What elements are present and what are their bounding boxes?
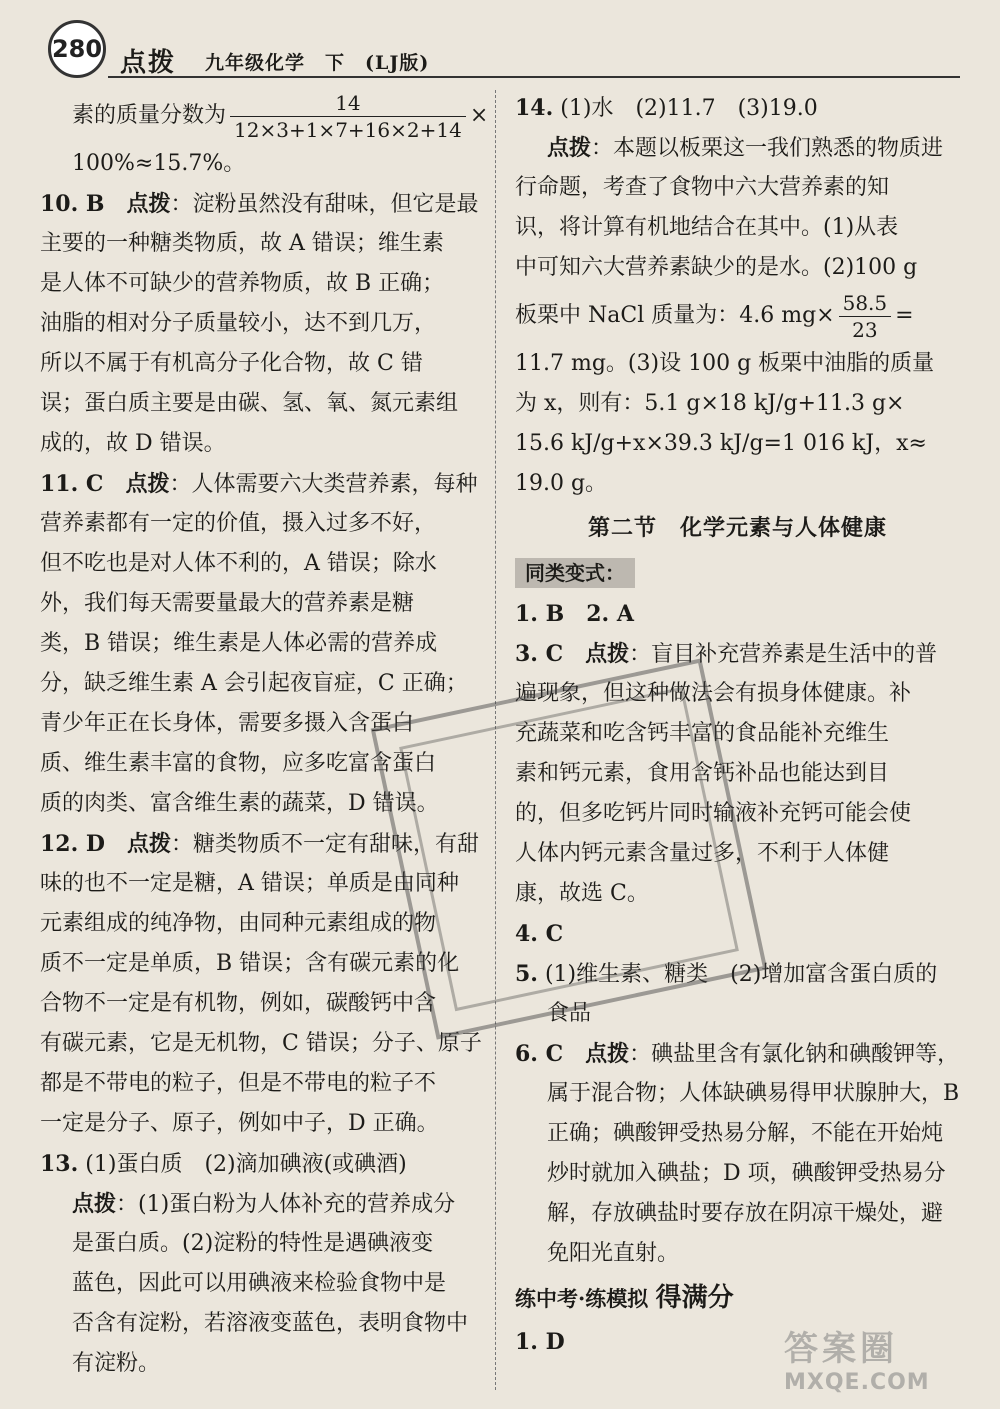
fraction-denominator: 23	[852, 317, 878, 342]
answer-line: 都是不带电的粒子，但是不带电的粒子不	[40, 1071, 437, 1096]
text: ：(1)蛋白粉为人体补充的营养成分	[116, 1192, 456, 1217]
question-12	[40, 824, 480, 864]
text: ×	[469, 103, 489, 128]
text: ：碘盐里含有氯化钠和碘酸钾等，	[629, 1042, 960, 1067]
question-label: 6. C 点拨	[515, 1041, 630, 1067]
book-brand: 点拨	[120, 48, 177, 78]
text: 素的质量分数为	[72, 103, 227, 128]
answer-line: 合物不一定是有机物，例如，碳酸钙中含	[40, 991, 437, 1016]
site-watermark	[784, 1321, 974, 1395]
question-5	[515, 954, 960, 994]
fraction	[230, 90, 466, 143]
answer-line: 行命题，考查了食物中六大营养素的知	[515, 175, 890, 200]
column-divider	[495, 90, 496, 1390]
text: 板栗中 NaCl 质量为：4.6 mg×	[515, 303, 835, 328]
question-3	[515, 634, 960, 674]
fraction-numerator: 58.5	[839, 290, 892, 317]
question-10	[40, 184, 479, 224]
practice-heading	[515, 1274, 960, 1322]
answer-line	[515, 128, 960, 168]
watermark-line2: MXQE.COM	[784, 1370, 930, 1395]
answer-line: 4. C	[515, 921, 564, 947]
answer-line: 油脂的相对分子质量较小，达不到几万，	[40, 311, 437, 336]
answer-line	[40, 88, 489, 144]
answer-line: 免阳光直射。	[547, 1241, 680, 1266]
answer-line: 康，故选 C。	[515, 881, 649, 906]
answer-line: 质不一定是单质，B 错误；含有碳元素的化	[40, 951, 460, 976]
answer-line: 质、维生素丰富的食物，应多吃富含蛋白	[40, 751, 437, 776]
text: (1)水 (2)11.7 (3)19.0	[553, 96, 818, 121]
text: ：人体需要六大类营养素，每种	[169, 472, 478, 497]
practice-label: 练中考·练模拟	[515, 1286, 649, 1311]
answer-line: 主要的一种糖类物质，故 A 错误；维生素	[40, 231, 444, 256]
answer-line: 100%≈15.7%。	[72, 151, 246, 176]
answer-line: 青少年正在长身体，需要多摄入含蛋白	[40, 711, 415, 736]
answer-line: 是人体不可缺少的营养物质，故 B 正确；	[40, 271, 445, 296]
answer-line: 的，但多吃钙片同时输液补充钙可能会使	[515, 801, 912, 826]
answer-line: 营养素都有一定的价值，摄入过多不好，	[40, 511, 437, 536]
answer-line: 有淀粉。	[72, 1351, 161, 1376]
answer-line: 食品	[547, 1001, 592, 1026]
answer-line: 19.0 g。	[515, 471, 608, 496]
answer-line: 类，B 错误；维生素是人体必需的营养成	[40, 631, 438, 656]
answer-line: 分，缺乏维生素 A 会引起夜盲症，C 正确；	[40, 671, 468, 696]
text: (1)蛋白质 (2)滴加碘液(或碘酒)	[78, 1152, 407, 1177]
text: ：本题以板栗这一我们熟悉的物质进	[591, 136, 944, 161]
practice-big-label: 得满分	[655, 1283, 734, 1313]
answer-line: 成的，故 D 错误。	[40, 431, 226, 456]
answer-line: 属于混合物；人体缺碘易得甲状腺肿大，B	[547, 1081, 960, 1106]
answer-line: 中可知六大营养素缺少的是水。(2)100 g	[515, 255, 918, 280]
answer-line: 但不吃也是对人体不利的，A 错误；除水	[40, 551, 437, 576]
answer-line: 外，我们每天需要量最大的营养素是糖	[40, 591, 415, 616]
question-13	[40, 1144, 470, 1184]
left-column	[40, 88, 489, 1384]
fraction-numerator: 14	[230, 90, 466, 117]
answer-line: 一定是分子、原子，例如中子，D 正确。	[40, 1111, 439, 1136]
answer-line: 为 x，则有：5.1 g×18 kJ/g+11.3 g×	[515, 391, 905, 416]
answer-line: 有碳元素，它是无机物，C 错误；分子、原子	[40, 1031, 482, 1056]
question-label: 14.	[515, 95, 554, 121]
book-subtitle: 九年级化学 下 (LJ版)	[205, 52, 430, 74]
question-label: 10. B 点拨	[40, 191, 171, 217]
text: ：糖类物质不一定有甜味，有甜	[171, 832, 480, 857]
answer-line: 质的肉类、富含维生素的蔬菜，D 错误。	[40, 791, 439, 816]
header-rule	[108, 76, 960, 78]
answer-line	[40, 1184, 470, 1224]
fraction	[839, 290, 892, 343]
answer-line: 11.7 mg。(3)设 100 g 板栗中油脂的质量	[515, 351, 935, 376]
answer-line: 遍现象，但这种做法会有损身体健康。补	[515, 681, 912, 706]
question-label: 12. D 点拨	[40, 831, 172, 857]
answer-line: 所以不属于有机高分子化合物，故 C 错	[40, 351, 423, 376]
question-label: 11. C 点拨	[40, 471, 170, 497]
page-header	[40, 14, 960, 78]
question-11	[40, 464, 478, 504]
tag-row	[515, 552, 960, 594]
question-label: 13.	[40, 1151, 79, 1177]
answer-line: 味的也不一定是糖，A 错误；单质是由同种	[40, 871, 459, 896]
question-6	[515, 1034, 960, 1074]
answer-line: 充蔬菜和吃含钙丰富的食品能补充维生	[515, 721, 890, 746]
answer-line: 误；蛋白质主要是由碳、氢、氧、氮元素组	[40, 391, 459, 416]
page-number: 280	[48, 20, 106, 78]
watermark-line1: 答案圈	[784, 1329, 898, 1369]
answer-line: 素和钙元素，食用含钙补品也能达到目	[515, 761, 890, 786]
text: =	[895, 303, 914, 328]
answer-line: 15.6 kJ/g+x×39.3 kJ/g=1 016 kJ，x≈	[515, 431, 927, 456]
text: (1)维生素、糖类 (2)增加富含蛋白质的	[537, 962, 938, 987]
section-tag: 同类变式：	[515, 558, 635, 588]
answer-line: 1. B 2. A	[515, 601, 634, 627]
answer-line: 识，将计算有机地结合在其中。(1)从表	[515, 215, 899, 240]
tip-label: 点拨	[72, 1191, 117, 1217]
text: ：淀粉虽然没有甜味，但它是最	[170, 192, 479, 217]
answer-line	[515, 288, 960, 344]
answer-line: 是蛋白质。(2)淀粉的特性是遇碘液变	[72, 1231, 434, 1256]
answer-line: 否含有淀粉，若溶液变蓝色，表明食物中	[72, 1311, 469, 1336]
question-label: 5.	[515, 961, 538, 987]
answer-line: 1. D	[515, 1329, 565, 1355]
answer-line: 蓝色，因此可以用碘液来检验食物中是	[72, 1271, 447, 1296]
text: ：盲目补充营养素是生活中的普	[629, 642, 938, 667]
answer-line: 解，存放碘盐时要存放在阴凉干燥处，避	[547, 1201, 944, 1226]
answer-line: 元素组成的纯净物，由同种元素组成的物	[40, 911, 437, 936]
right-column	[515, 88, 960, 1362]
answer-line: 炒时就加入碘盐；D 项，碘酸钾受热易分	[547, 1161, 946, 1186]
tip-label: 点拨	[547, 135, 592, 161]
answer-line: 正确；碘酸钾受热易分解，不能在开始炖	[547, 1121, 944, 1146]
question-14	[515, 88, 960, 128]
fraction-denominator: 12×3+1×7+16×2+14	[234, 117, 462, 142]
section-title: 第二节 化学元素与人体健康	[587, 515, 887, 541]
answer-line: 人体内钙元素含量过多，不利于人体健	[515, 841, 890, 866]
question-label: 3. C 点拨	[515, 641, 630, 667]
